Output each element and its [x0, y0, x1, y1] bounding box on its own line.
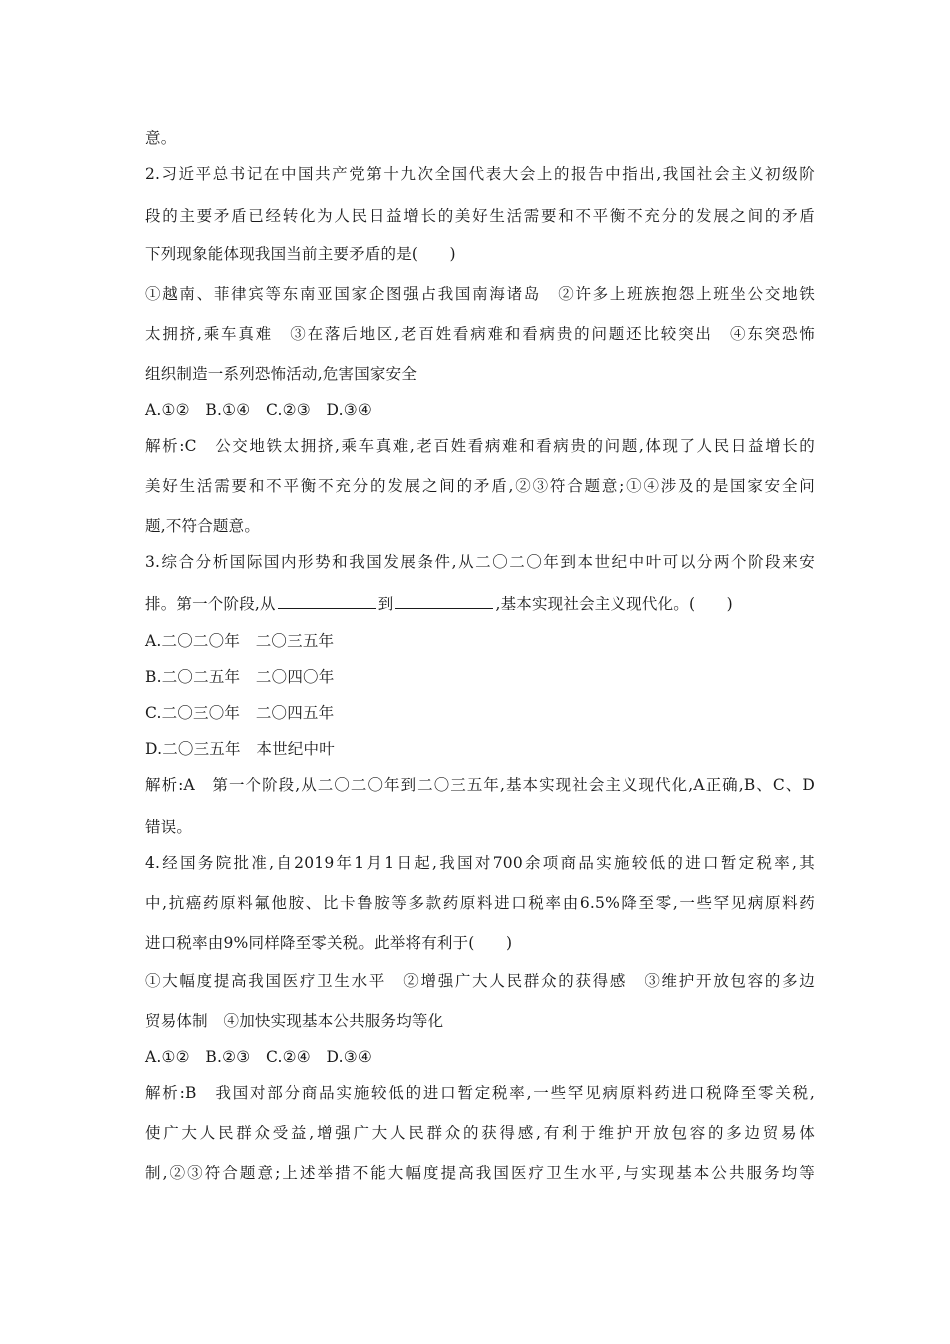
fill-blank-2	[395, 594, 493, 609]
answer-analysis-line: 错误。	[145, 818, 193, 836]
question-4-line: 4.经国务院批准,自2019年1月1日起,我国对700余项商品实施较低的进口暂定税率,其	[145, 854, 815, 872]
q3-text-part2: 到	[377, 595, 394, 613]
question-2-option-line: ①越南、菲律宾等东南亚国家企图强占我国南海诸岛 ②许多上班族抱怨上班坐公交地铁	[145, 285, 815, 303]
q3-text-part3: ,基本实现社会主义现代化。( )	[495, 595, 733, 613]
text-line: 意。	[145, 129, 177, 147]
question-3-line: 3.综合分析国际国内形势和我国发展条件,从二〇二〇年到本世纪中叶可以分两个阶段来安	[145, 553, 815, 571]
answer-analysis-line: 解析:B 我国对部分商品实施较低的进口暂定税率,一些罕见病原料药进口税降至零关税,	[145, 1084, 815, 1102]
question-4-line: 进口税率由9%同样降至零关税。此举将有利于( )	[145, 934, 513, 952]
question-3-option-c: C.二〇三〇年 二〇四五年	[145, 704, 335, 722]
question-4-option-line: 贸易体制 ④加快实现基本公共服务均等化	[145, 1012, 444, 1030]
question-3-option-a: A.二〇二〇年 二〇三五年	[145, 632, 335, 650]
answer-analysis-line: 使广大人民群众受益,增强广大人民群众的获得感,有利于维护开放包容的多边贸易体	[145, 1124, 815, 1142]
answer-analysis-line: 美好生活需要和不平衡不充分的发展之间的矛盾,②③符合题意;①④涉及的是国家安全问	[145, 477, 815, 495]
q3-text-part1: 排。第一个阶段,从	[145, 595, 276, 613]
answer-analysis-line: 解析:C 公交地铁太拥挤,乘车真难,老百姓看病难和看病贵的问题,体现了人民日益增长的	[145, 437, 815, 455]
question-2-line: 下列现象能体现我国当前主要矛盾的是( )	[145, 245, 456, 263]
question-3-fill-blank-line	[145, 594, 815, 614]
question-2-option-line: 组织制造一系列恐怖活动,危害国家安全	[145, 365, 418, 383]
question-4-choices: A.①② B.②③ C.②④ D.③④	[145, 1048, 372, 1066]
fill-blank-1	[278, 594, 376, 609]
answer-analysis-line: 题,不符合题意。	[145, 517, 261, 535]
answer-analysis-line: 制,②③符合题意;上述举措不能大幅度提高我国医疗卫生水平,与实现基本公共服务均等	[145, 1164, 815, 1182]
question-2-option-line: 太拥挤,乘车真难 ③在落后地区,老百姓看病难和看病贵的问题还比较突出 ④东突恐怖	[145, 325, 815, 343]
question-2-choices: A.①② B.①④ C.②③ D.③④	[145, 401, 372, 419]
question-2-line: 段的主要矛盾已经转化为人民日益增长的美好生活需要和不平衡不充分的发展之间的矛盾	[145, 207, 815, 225]
question-3-option-b: B.二〇二五年 二〇四〇年	[145, 668, 335, 686]
question-4-line: 中,抗癌药原料氟他胺、比卡鲁胺等多款药原料进口税率由6.5%降至零,一些罕见病原料药	[145, 894, 815, 912]
question-2-line: 2.习近平总书记在中国共产党第十九次全国代表大会上的报告中指出,我国社会主义初级阶	[145, 165, 815, 183]
question-4-option-line: ①大幅度提高我国医疗卫生水平 ②增强广大人民群众的获得感 ③维护开放包容的多边	[145, 972, 815, 990]
answer-analysis-line: 解析:A 第一个阶段,从二〇二〇年到二〇三五年,基本实现社会主义现代化,A正确,B、C、D	[145, 776, 815, 794]
question-3-option-d: D.二〇三五年 本世纪中叶	[145, 740, 335, 758]
